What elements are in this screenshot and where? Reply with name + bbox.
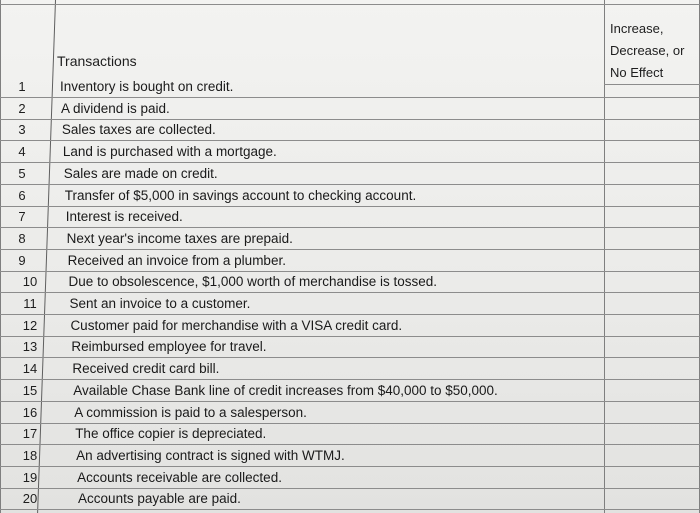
transaction-text: Accounts receivable are collected. [77,470,282,485]
transaction-text: Accounts payable are paid. [78,491,241,506]
effect-answer-cell[interactable] [604,185,699,206]
effect-answer-cell[interactable] [604,163,699,184]
effect-answer-cell[interactable] [604,206,699,227]
table-row [0,488,700,509]
effect-answer-cell[interactable] [604,380,699,401]
transaction-text: Land is purchased with a mortgage. [62,144,277,159]
effect-answer-cell[interactable] [604,98,699,119]
effect-header [610,18,700,84]
effect-answer-cell[interactable] [604,358,699,379]
row-number: 10 [22,274,38,289]
row-number: 19 [22,470,38,485]
table-row [0,271,700,292]
row-number: 2 [18,101,26,116]
row-number: 1 [18,79,26,94]
row-number: 13 [22,339,38,354]
table-row [0,315,700,336]
table-row [0,119,700,140]
row-number: 18 [22,448,38,463]
table-row [0,445,700,466]
transaction-text: Available Chase Bank line of credit increases from $40,000 to $50,000. [73,383,498,398]
effect-answer-cell[interactable] [604,76,699,97]
row-number: 11 [23,296,37,311]
transaction-text: Interest is received. [65,209,183,224]
row-number: 3 [18,122,26,137]
effect-header-line-2: Decrease, or [610,43,685,58]
effect-answer-cell[interactable] [604,488,699,509]
table-row [0,163,700,184]
effect-answer-cell[interactable] [604,336,699,357]
transaction-text: Sales are made on credit. [63,166,218,181]
transaction-text: Inventory is bought on credit. [60,79,234,94]
effect-answer-cell[interactable] [604,271,699,292]
table-row [0,293,700,314]
row-number: 8 [18,231,26,246]
transaction-text: Reimbursed employee for travel. [71,339,267,354]
transaction-text: A commission is paid to a salesperson. [74,405,307,420]
table-row [0,185,700,206]
table-row [0,206,700,227]
effect-answer-cell[interactable] [604,467,699,488]
transaction-text: Sent an invoice to a customer. [69,296,251,311]
effect-header-line-1: Increase, [610,21,664,36]
table-row [0,98,700,119]
effect-answer-cell[interactable] [604,119,699,140]
transaction-text: Next year's income taxes are prepaid. [66,231,293,246]
effect-answer-cell[interactable] [604,228,699,249]
effect-answer-cell[interactable] [604,423,699,444]
transaction-text: Received an invoice from a plumber. [67,253,286,268]
effect-answer-cell[interactable] [604,141,699,162]
row-divider [0,509,700,510]
effect-answer-cell[interactable] [604,445,699,466]
row-number: 14 [22,361,38,376]
table-row [0,141,700,162]
row-number: 20 [22,491,38,506]
row-number: 17 [22,426,38,441]
effect-answer-cell[interactable] [604,315,699,336]
transaction-text: An advertising contract is signed with WTMJ. [76,448,345,463]
effect-answer-cell[interactable] [604,402,699,423]
table-row [0,76,700,97]
effect-answer-cell[interactable] [604,293,699,314]
table-row [0,358,700,379]
table-row [0,423,700,444]
transaction-text: A dividend is paid. [60,101,170,116]
row-number: 9 [18,253,26,268]
table-row [0,228,700,249]
table-row [0,336,700,357]
row-number: 16 [22,405,38,420]
effect-header-line-3: No Effect [610,65,664,80]
transaction-text: The office copier is depreciated. [75,426,267,441]
table-row [0,402,700,423]
row-number: 15 [22,383,38,398]
table-row [0,380,700,401]
transactions-header: Transactions [57,53,137,69]
transaction-text: Transfer of $5,000 in savings account to checking account. [64,188,417,203]
row-number: 5 [18,166,26,181]
table-row [0,467,700,488]
row-number: 6 [18,188,26,203]
row-number: 4 [18,144,26,159]
transaction-text: Sales taxes are collected. [61,122,216,137]
transaction-text: Customer paid for merchandise with a VISA credit card. [70,318,403,333]
row-number: 7 [18,209,26,224]
row-number: 12 [22,318,38,333]
transaction-text: Due to obsolescence, $1,000 worth of merchandise is tossed. [68,274,438,289]
effect-answer-cell[interactable] [604,250,699,271]
transaction-text: Received credit card bill. [72,361,220,376]
header-top-line [0,4,700,5]
table-row [0,250,700,271]
